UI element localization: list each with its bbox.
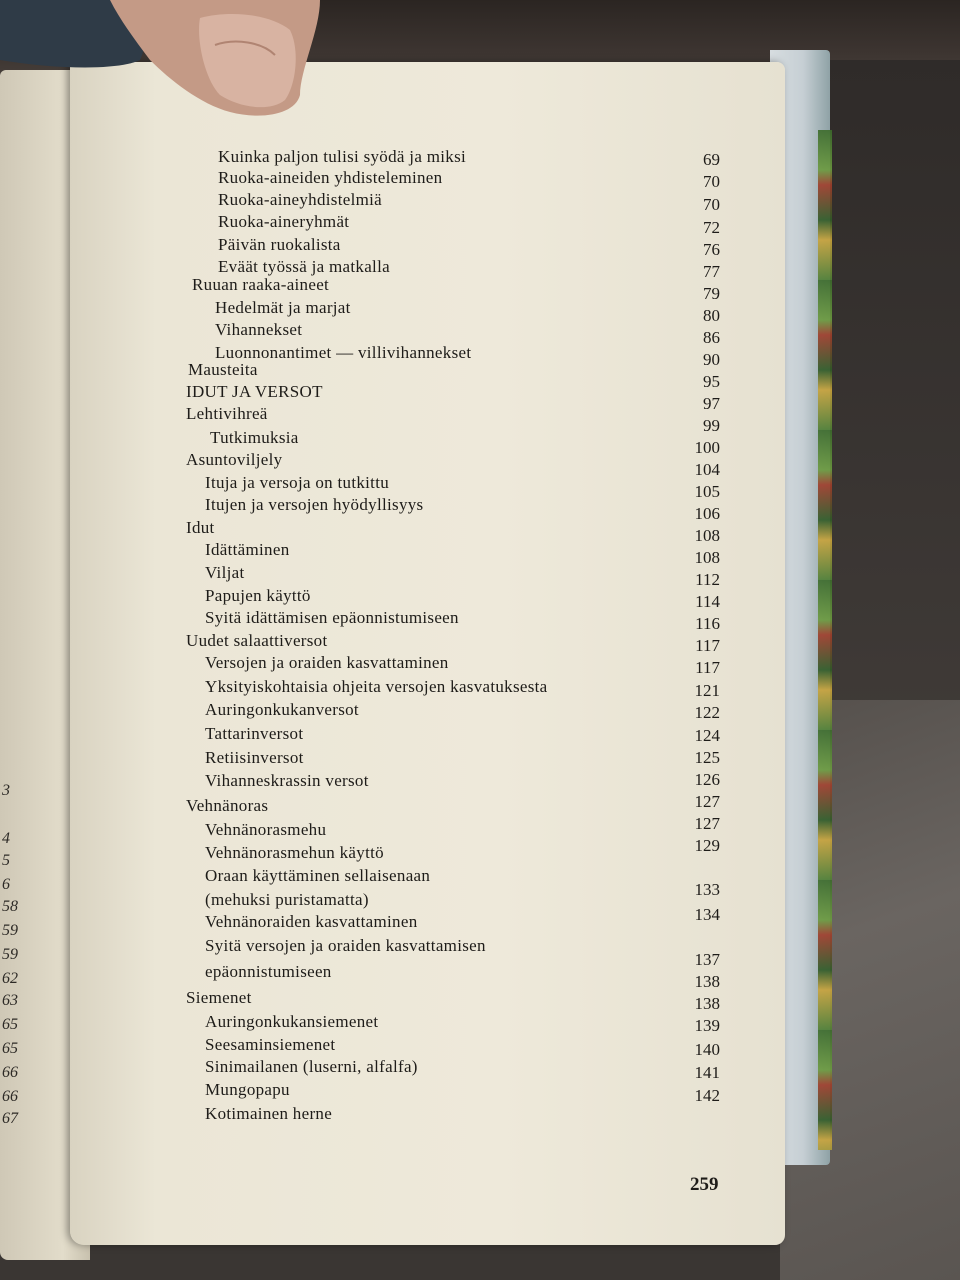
toc-entry-title: Sinimailanen (luserni, alfalfa): [205, 1057, 418, 1076]
toc-entry-title: Yksityiskohtaisia ohjeita versojen kasvatuksesta: [205, 677, 548, 696]
toc-entry-title: Ruuan raaka-aineet: [192, 275, 330, 294]
left-page-number: 58: [2, 898, 18, 915]
toc-entry-title: Vihanneskrassin versot: [205, 771, 369, 790]
toc-entry-page: 139: [694, 1016, 720, 1035]
toc-entry-page: 112: [695, 570, 720, 589]
toc-entry-title: Papujen käyttö: [205, 586, 311, 605]
page-folio-number: 259: [690, 1174, 719, 1195]
left-page-number: 59: [2, 922, 18, 939]
toc-entry-title: Mungopapu: [205, 1080, 290, 1099]
toc-entry-page: 105: [694, 482, 720, 501]
toc-entry-page: 104: [694, 460, 720, 479]
left-page-number: 4: [2, 830, 10, 847]
toc-entry-page: 97: [703, 394, 720, 413]
toc-entry-title: Kotimainen herne: [205, 1104, 333, 1123]
toc-entry-title: Asuntoviljely: [186, 450, 283, 469]
toc-entry-page: 125: [694, 748, 720, 767]
toc-entry-title: (mehuksi puristamatta): [205, 890, 369, 909]
toc-entry-page: 76: [703, 240, 720, 259]
toc-entry-page: 86: [703, 328, 720, 347]
left-page-number: 3: [2, 782, 10, 799]
toc-entry-title: IDUT JA VERSOT: [186, 382, 323, 401]
toc-entry-page: 116: [695, 614, 720, 633]
toc-entry-title: Uudet salaattiversot: [186, 631, 328, 650]
toc-entry-page: 117: [695, 636, 720, 655]
toc-entry-title: Ruoka-aineryhmät: [218, 212, 350, 231]
toc-entry-title: Vihannekset: [215, 320, 303, 339]
toc-entry-page: 133: [694, 880, 720, 899]
toc-entry-title: Itujen ja versojen hyödyllisyys: [205, 495, 424, 514]
toc-entry-page: 69: [703, 150, 720, 169]
toc-entry-page: 121: [694, 681, 720, 700]
toc-entry-page: 80: [703, 306, 720, 325]
toc-entry-title: Ituja ja versoja on tutkittu: [205, 473, 390, 492]
cover-photo-strip: [818, 130, 832, 1150]
toc-entry-page: 90: [703, 350, 720, 369]
toc-entry-title: Viljat: [205, 563, 245, 582]
toc-entry-page: 106: [694, 504, 720, 523]
toc-entry-title: Kuinka paljon tulisi syödä ja miksi: [218, 147, 467, 166]
toc-entry-page: 72: [703, 218, 720, 237]
toc-entry-page: 77: [703, 262, 720, 281]
toc-entry-title: Auringonkukanversot: [205, 700, 359, 719]
toc-entry-page: 108: [694, 548, 720, 567]
toc-entry-page: 117: [695, 658, 720, 677]
toc-entry-title: Luonnonantimet — villivihannekset: [215, 343, 472, 362]
toc-entry-page: 137: [694, 950, 720, 969]
left-page-number: 66: [2, 1088, 18, 1105]
toc-entry-page: 126: [694, 770, 720, 789]
toc-entry-title: Vehnänoras: [186, 796, 269, 815]
toc-entry-title: Hedelmät ja marjat: [215, 298, 351, 317]
toc-entry-title: Versojen ja oraiden kasvattaminen: [205, 653, 449, 672]
toc-entry-page: 129: [694, 836, 720, 855]
toc-entry-title: Vehnänoraiden kasvattaminen: [205, 912, 418, 931]
toc-entry-page: 140: [694, 1040, 720, 1059]
toc-entry-page: 114: [695, 592, 720, 611]
toc-entry-page: 127: [694, 792, 720, 811]
toc-entry-page: 95: [703, 372, 720, 391]
toc-entry-page: 100: [694, 438, 720, 457]
thumb-holding-book: [0, 0, 330, 130]
left-page-number: 62: [2, 970, 18, 987]
toc-entry-page: 122: [694, 703, 720, 722]
toc-entry-title: Ruoka-aineyhdistelmiä: [218, 190, 382, 209]
toc-entry-title: Vehnänorasmehun käyttö: [205, 843, 384, 862]
toc-entry-title: Eväät työssä ja matkalla: [218, 257, 390, 276]
toc-entry-title: Mausteita: [188, 360, 258, 379]
left-page-number: 66: [2, 1064, 18, 1081]
toc-entry-title: epäonnistumiseen: [205, 962, 332, 981]
toc-entry-page: 141: [694, 1063, 720, 1082]
toc-entry-page: 124: [694, 726, 720, 745]
toc-entry-page: 134: [694, 905, 720, 924]
toc-entry-page: 138: [694, 972, 720, 991]
toc-entry-title: Tattarinversot: [205, 724, 304, 743]
toc-entry-page: 138: [694, 994, 720, 1013]
toc-entry-title: Tutkimuksia: [210, 428, 299, 447]
toc-entry-title: Lehtivihreä: [186, 404, 268, 423]
toc-entry-title: Vehnänorasmehu: [205, 820, 327, 839]
background-dark: [830, 60, 960, 720]
left-page-number: 65: [2, 1040, 18, 1057]
left-page-number: 63: [2, 992, 18, 1009]
toc-entry-title: Syitä idättämisen epäonnistumiseen: [205, 608, 459, 627]
toc-entry-page: 99: [703, 416, 720, 435]
toc-entry-title: Siemenet: [186, 988, 252, 1007]
toc-entry-page: 142: [694, 1086, 720, 1105]
toc-entry-page: 127: [694, 814, 720, 833]
toc-entry-page: 70: [703, 195, 720, 214]
toc-entry-page: 70: [703, 172, 720, 191]
left-page-number: 5: [2, 852, 10, 869]
toc-entry-title: Ruoka-aineiden yhdisteleminen: [218, 168, 443, 187]
left-page-number: 65: [2, 1016, 18, 1033]
toc-entry-title: Syitä versojen ja oraiden kasvattamisen: [205, 936, 486, 955]
left-page-number: 67: [2, 1110, 18, 1127]
table-of-contents: [70, 62, 785, 1245]
toc-entry-title: Seesaminsiemenet: [205, 1035, 336, 1054]
toc-entry-title: Retiisinversot: [205, 748, 304, 767]
left-page-number: 59: [2, 946, 18, 963]
toc-entry-title: Idut: [186, 518, 215, 537]
toc-entry-page: 79: [703, 284, 720, 303]
toc-entry-title: Oraan käyttäminen sellaisenaan: [205, 866, 431, 885]
toc-entry-title: Auringonkukansiemenet: [205, 1012, 379, 1031]
toc-entry-page: 108: [694, 526, 720, 545]
toc-entry-title: Idättäminen: [205, 540, 290, 559]
book-page: [70, 62, 785, 1245]
toc-entry-title: Päivän ruokalista: [218, 235, 341, 254]
left-page-number: 6: [2, 876, 10, 893]
